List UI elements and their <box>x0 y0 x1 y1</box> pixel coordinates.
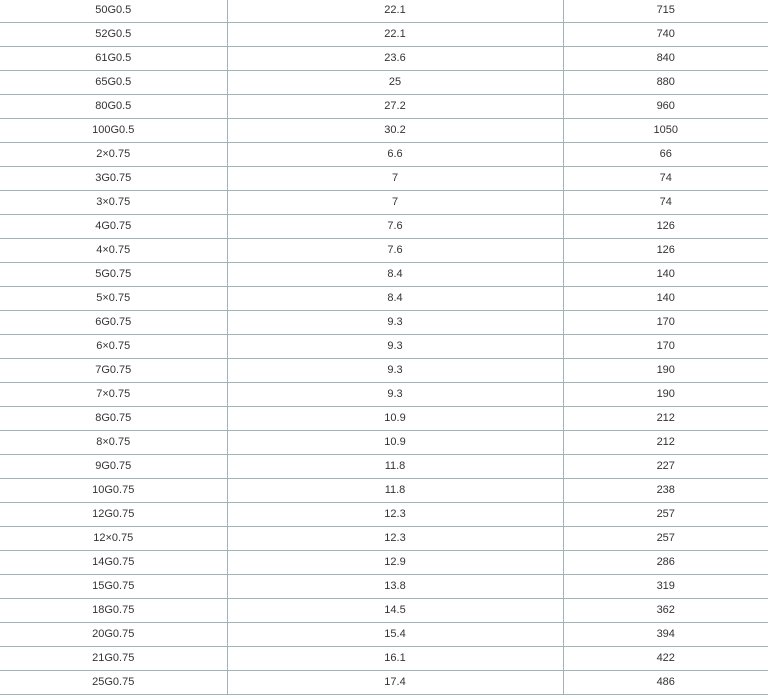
table-row <box>0 0 768 23</box>
weight-cell: 140 <box>563 287 768 311</box>
weight-cell: 422 <box>563 647 768 671</box>
outer-diameter-cell: 10.9 <box>227 431 563 455</box>
cable-model-cell: 10G0.75 <box>0 479 227 503</box>
table-row <box>0 47 768 71</box>
weight-cell: 227 <box>563 455 768 479</box>
cable-model-cell: 15G0.75 <box>0 575 227 599</box>
cable-model-cell: 2×0.75 <box>0 143 227 167</box>
weight-cell: 74 <box>563 191 768 215</box>
weight-cell: 880 <box>563 71 768 95</box>
outer-diameter-cell: 9.3 <box>227 335 563 359</box>
table-row <box>0 335 768 359</box>
weight-cell: 238 <box>563 479 768 503</box>
cable-model-cell: 65G0.5 <box>0 71 227 95</box>
cable-model-cell: 5G0.75 <box>0 263 227 287</box>
table-row <box>0 407 768 431</box>
weight-cell: 190 <box>563 359 768 383</box>
outer-diameter-cell: 22.1 <box>227 23 563 47</box>
outer-diameter-cell: 11.8 <box>227 479 563 503</box>
cable-model-cell: 100G0.5 <box>0 119 227 143</box>
cable-model-cell: 18G0.75 <box>0 599 227 623</box>
outer-diameter-cell: 7 <box>227 167 563 191</box>
table-row <box>0 23 768 47</box>
weight-cell: 286 <box>563 551 768 575</box>
weight-cell: 170 <box>563 311 768 335</box>
weight-cell: 257 <box>563 527 768 551</box>
table-row <box>0 431 768 455</box>
cable-model-cell: 12×0.75 <box>0 527 227 551</box>
outer-diameter-cell: 9.3 <box>227 359 563 383</box>
outer-diameter-cell: 10.9 <box>227 407 563 431</box>
weight-cell: 74 <box>563 167 768 191</box>
cable-model-cell: 14G0.75 <box>0 551 227 575</box>
weight-cell: 126 <box>563 239 768 263</box>
outer-diameter-cell: 12.9 <box>227 551 563 575</box>
outer-diameter-cell: 13.8 <box>227 575 563 599</box>
outer-diameter-cell: 7.6 <box>227 215 563 239</box>
table-row <box>0 623 768 647</box>
outer-diameter-cell: 9.3 <box>227 311 563 335</box>
outer-diameter-cell: 22.1 <box>227 0 563 23</box>
table-row <box>0 167 768 191</box>
outer-diameter-cell: 9.3 <box>227 383 563 407</box>
table-row <box>0 383 768 407</box>
cable-model-cell: 4G0.75 <box>0 215 227 239</box>
cable-model-cell: 25G0.75 <box>0 671 227 695</box>
table-row <box>0 671 768 695</box>
weight-cell: 190 <box>563 383 768 407</box>
cable-model-cell: 8×0.75 <box>0 431 227 455</box>
table-row <box>0 71 768 95</box>
table-row <box>0 359 768 383</box>
weight-cell: 394 <box>563 623 768 647</box>
table-row <box>0 263 768 287</box>
table-row <box>0 191 768 215</box>
table-row <box>0 599 768 623</box>
outer-diameter-cell: 25 <box>227 71 563 95</box>
table-row <box>0 527 768 551</box>
outer-diameter-cell: 27.2 <box>227 95 563 119</box>
cable-model-cell: 12G0.75 <box>0 503 227 527</box>
cable-model-cell: 50G0.5 <box>0 0 227 23</box>
outer-diameter-cell: 12.3 <box>227 503 563 527</box>
outer-diameter-cell: 8.4 <box>227 287 563 311</box>
cable-model-cell: 3G0.75 <box>0 167 227 191</box>
cable-model-cell: 8G0.75 <box>0 407 227 431</box>
outer-diameter-cell: 6.6 <box>227 143 563 167</box>
table-row <box>0 143 768 167</box>
weight-cell: 1050 <box>563 119 768 143</box>
weight-cell: 140 <box>563 263 768 287</box>
weight-cell: 126 <box>563 215 768 239</box>
weight-cell: 212 <box>563 407 768 431</box>
cable-model-cell: 3×0.75 <box>0 191 227 215</box>
cable-model-cell: 7G0.75 <box>0 359 227 383</box>
outer-diameter-cell: 30.2 <box>227 119 563 143</box>
table-row <box>0 479 768 503</box>
table-row <box>0 287 768 311</box>
table-row <box>0 503 768 527</box>
weight-cell: 319 <box>563 575 768 599</box>
outer-diameter-cell: 7 <box>227 191 563 215</box>
weight-cell: 840 <box>563 47 768 71</box>
weight-cell: 740 <box>563 23 768 47</box>
cable-model-cell: 61G0.5 <box>0 47 227 71</box>
outer-diameter-cell: 15.4 <box>227 623 563 647</box>
cable-model-cell: 6×0.75 <box>0 335 227 359</box>
outer-diameter-cell: 16.1 <box>227 647 563 671</box>
weight-cell: 960 <box>563 95 768 119</box>
cable-model-cell: 7×0.75 <box>0 383 227 407</box>
cable-model-cell: 9G0.75 <box>0 455 227 479</box>
cable-model-cell: 52G0.5 <box>0 23 227 47</box>
weight-cell: 170 <box>563 335 768 359</box>
cable-model-cell: 80G0.5 <box>0 95 227 119</box>
weight-cell: 715 <box>563 0 768 23</box>
table-row <box>0 95 768 119</box>
table-row <box>0 551 768 575</box>
table-row <box>0 455 768 479</box>
table-row <box>0 311 768 335</box>
weight-cell: 66 <box>563 143 768 167</box>
table-row <box>0 647 768 671</box>
weight-cell: 362 <box>563 599 768 623</box>
outer-diameter-cell: 8.4 <box>227 263 563 287</box>
cable-model-cell: 4×0.75 <box>0 239 227 263</box>
table-row <box>0 575 768 599</box>
outer-diameter-cell: 14.5 <box>227 599 563 623</box>
table-row <box>0 119 768 143</box>
cable-model-cell: 6G0.75 <box>0 311 227 335</box>
outer-diameter-cell: 12.3 <box>227 527 563 551</box>
table-row <box>0 239 768 263</box>
outer-diameter-cell: 7.6 <box>227 239 563 263</box>
cable-model-cell: 20G0.75 <box>0 623 227 647</box>
table-row <box>0 215 768 239</box>
weight-cell: 212 <box>563 431 768 455</box>
weight-cell: 486 <box>563 671 768 695</box>
cable-model-cell: 21G0.75 <box>0 647 227 671</box>
cable-model-cell: 5×0.75 <box>0 287 227 311</box>
outer-diameter-cell: 23.6 <box>227 47 563 71</box>
outer-diameter-cell: 11.8 <box>227 455 563 479</box>
weight-cell: 257 <box>563 503 768 527</box>
outer-diameter-cell: 17.4 <box>227 671 563 695</box>
